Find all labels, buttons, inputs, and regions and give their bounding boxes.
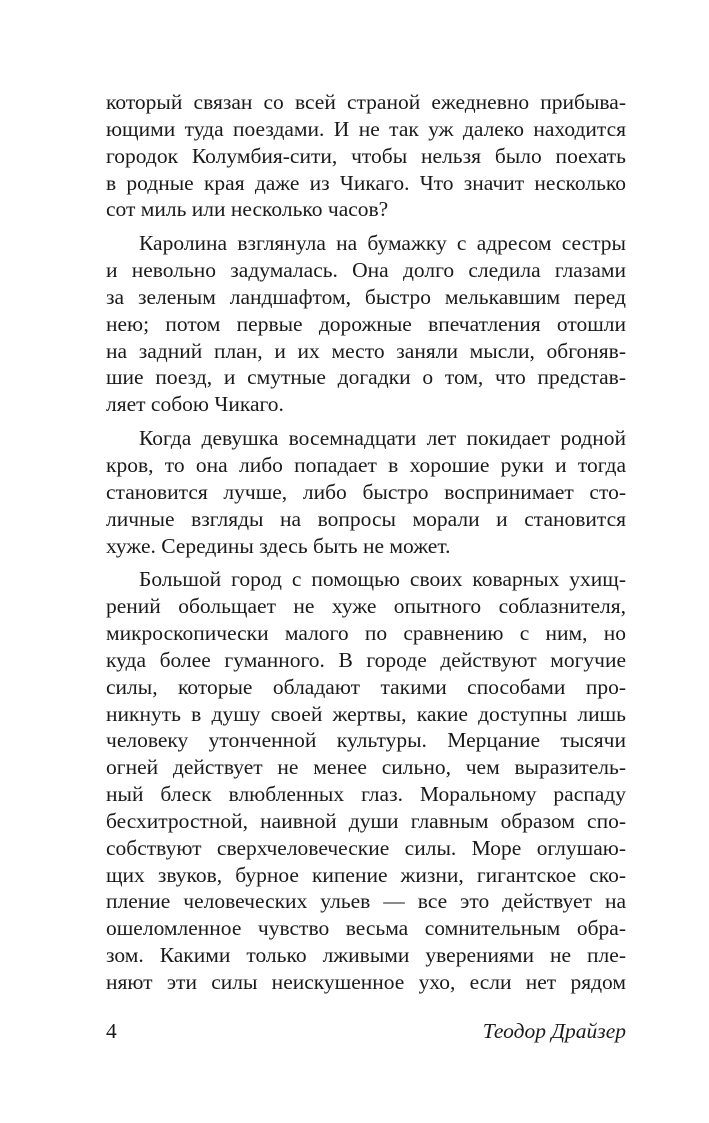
text-line: собствуют сверхчеловеческие силы. Море оглушаю- xyxy=(106,835,626,860)
page-number: 4 xyxy=(106,1019,117,1043)
text-line: ошеломленное чувство весьма сомнительным обра- xyxy=(106,916,626,941)
paragraph-4 xyxy=(106,566,626,996)
text-line: ющими туда поездами. И не так уж далеко находится xyxy=(106,116,626,141)
text-line: хуже. Середины здесь быть не может. xyxy=(106,533,451,558)
text-line: зом. Какими только лживыми уверениями не пле- xyxy=(106,943,626,968)
text-line: рений обольщает не хуже опытного соблазнителя, xyxy=(106,594,626,619)
text-line: щих звуков, бурное кипение жизни, гигантское ско- xyxy=(106,862,626,887)
paragraph-3 xyxy=(106,425,626,559)
text-line: силы, которые обладают такими способами про- xyxy=(106,674,626,699)
text-line: человеку утонченной культуры. Мерцание тысячи xyxy=(106,728,626,753)
text-line: и невольно задумалась. Она долго следила глазами xyxy=(106,258,626,283)
paragraph-2 xyxy=(106,230,626,418)
text-line: бесхитростной, наивной души главным образом спо- xyxy=(106,808,626,833)
text-line: ляет собою Чикаго. xyxy=(106,392,284,417)
text-line: Когда девушка восемнадцати лет покидает родной xyxy=(139,426,626,451)
text-line: Каролина взглянула на бумажку с адресом сестры xyxy=(139,231,626,256)
text-line: нею; потом первые дорожные впечатления отошли xyxy=(106,311,626,336)
text-line: Большой город с помощью своих коварных ухищ- xyxy=(139,567,626,592)
text-line: куда более гуманного. В городе действуют могучие xyxy=(106,647,626,672)
text-line: шие поезд, и смутные догадки о том, что представ- xyxy=(106,365,626,390)
paragraph-1 xyxy=(106,89,626,223)
text-line: никнуть в душу своей жертвы, какие доступны лишь xyxy=(106,701,626,726)
text-line: городок Колумбия-сити, чтобы нельзя было поехать xyxy=(106,143,626,168)
body-text xyxy=(106,89,626,996)
text-line: сот миль или несколько часов? xyxy=(106,197,389,222)
text-line: в родные края даже из Чикаго. Что значит несколько xyxy=(106,170,626,195)
text-line: становится лучше, либо быстро воспринимает сто- xyxy=(106,479,626,504)
text-line: няют эти силы неискушенное ухо, если нет рядом xyxy=(106,970,626,994)
text-line: ный блеск влюбленных глаз. Моральному распаду xyxy=(106,782,626,807)
text-line: на задний план, и их место заняли мысли, обгоняв- xyxy=(106,338,626,363)
text-line: личные взгляды на вопросы морали и становится xyxy=(106,506,626,531)
text-line: кров, то она либо попадает в хорошие руки и тогда xyxy=(106,452,626,477)
text-line: который связан со всей страной ежедневно прибыва- xyxy=(106,90,626,114)
page-footer xyxy=(106,1017,626,1045)
text-line: пление человеческих ульев — все это действует на xyxy=(106,889,626,914)
running-author: Теодор Драйзер xyxy=(482,1019,626,1043)
text-line: микроскопически малого по сравнению с ним, но xyxy=(106,621,626,646)
text-line: за зеленым ландшафтом, быстро мелькавшим перед xyxy=(106,284,626,309)
text-line: огней действует не менее сильно, чем выразитель- xyxy=(106,755,626,780)
